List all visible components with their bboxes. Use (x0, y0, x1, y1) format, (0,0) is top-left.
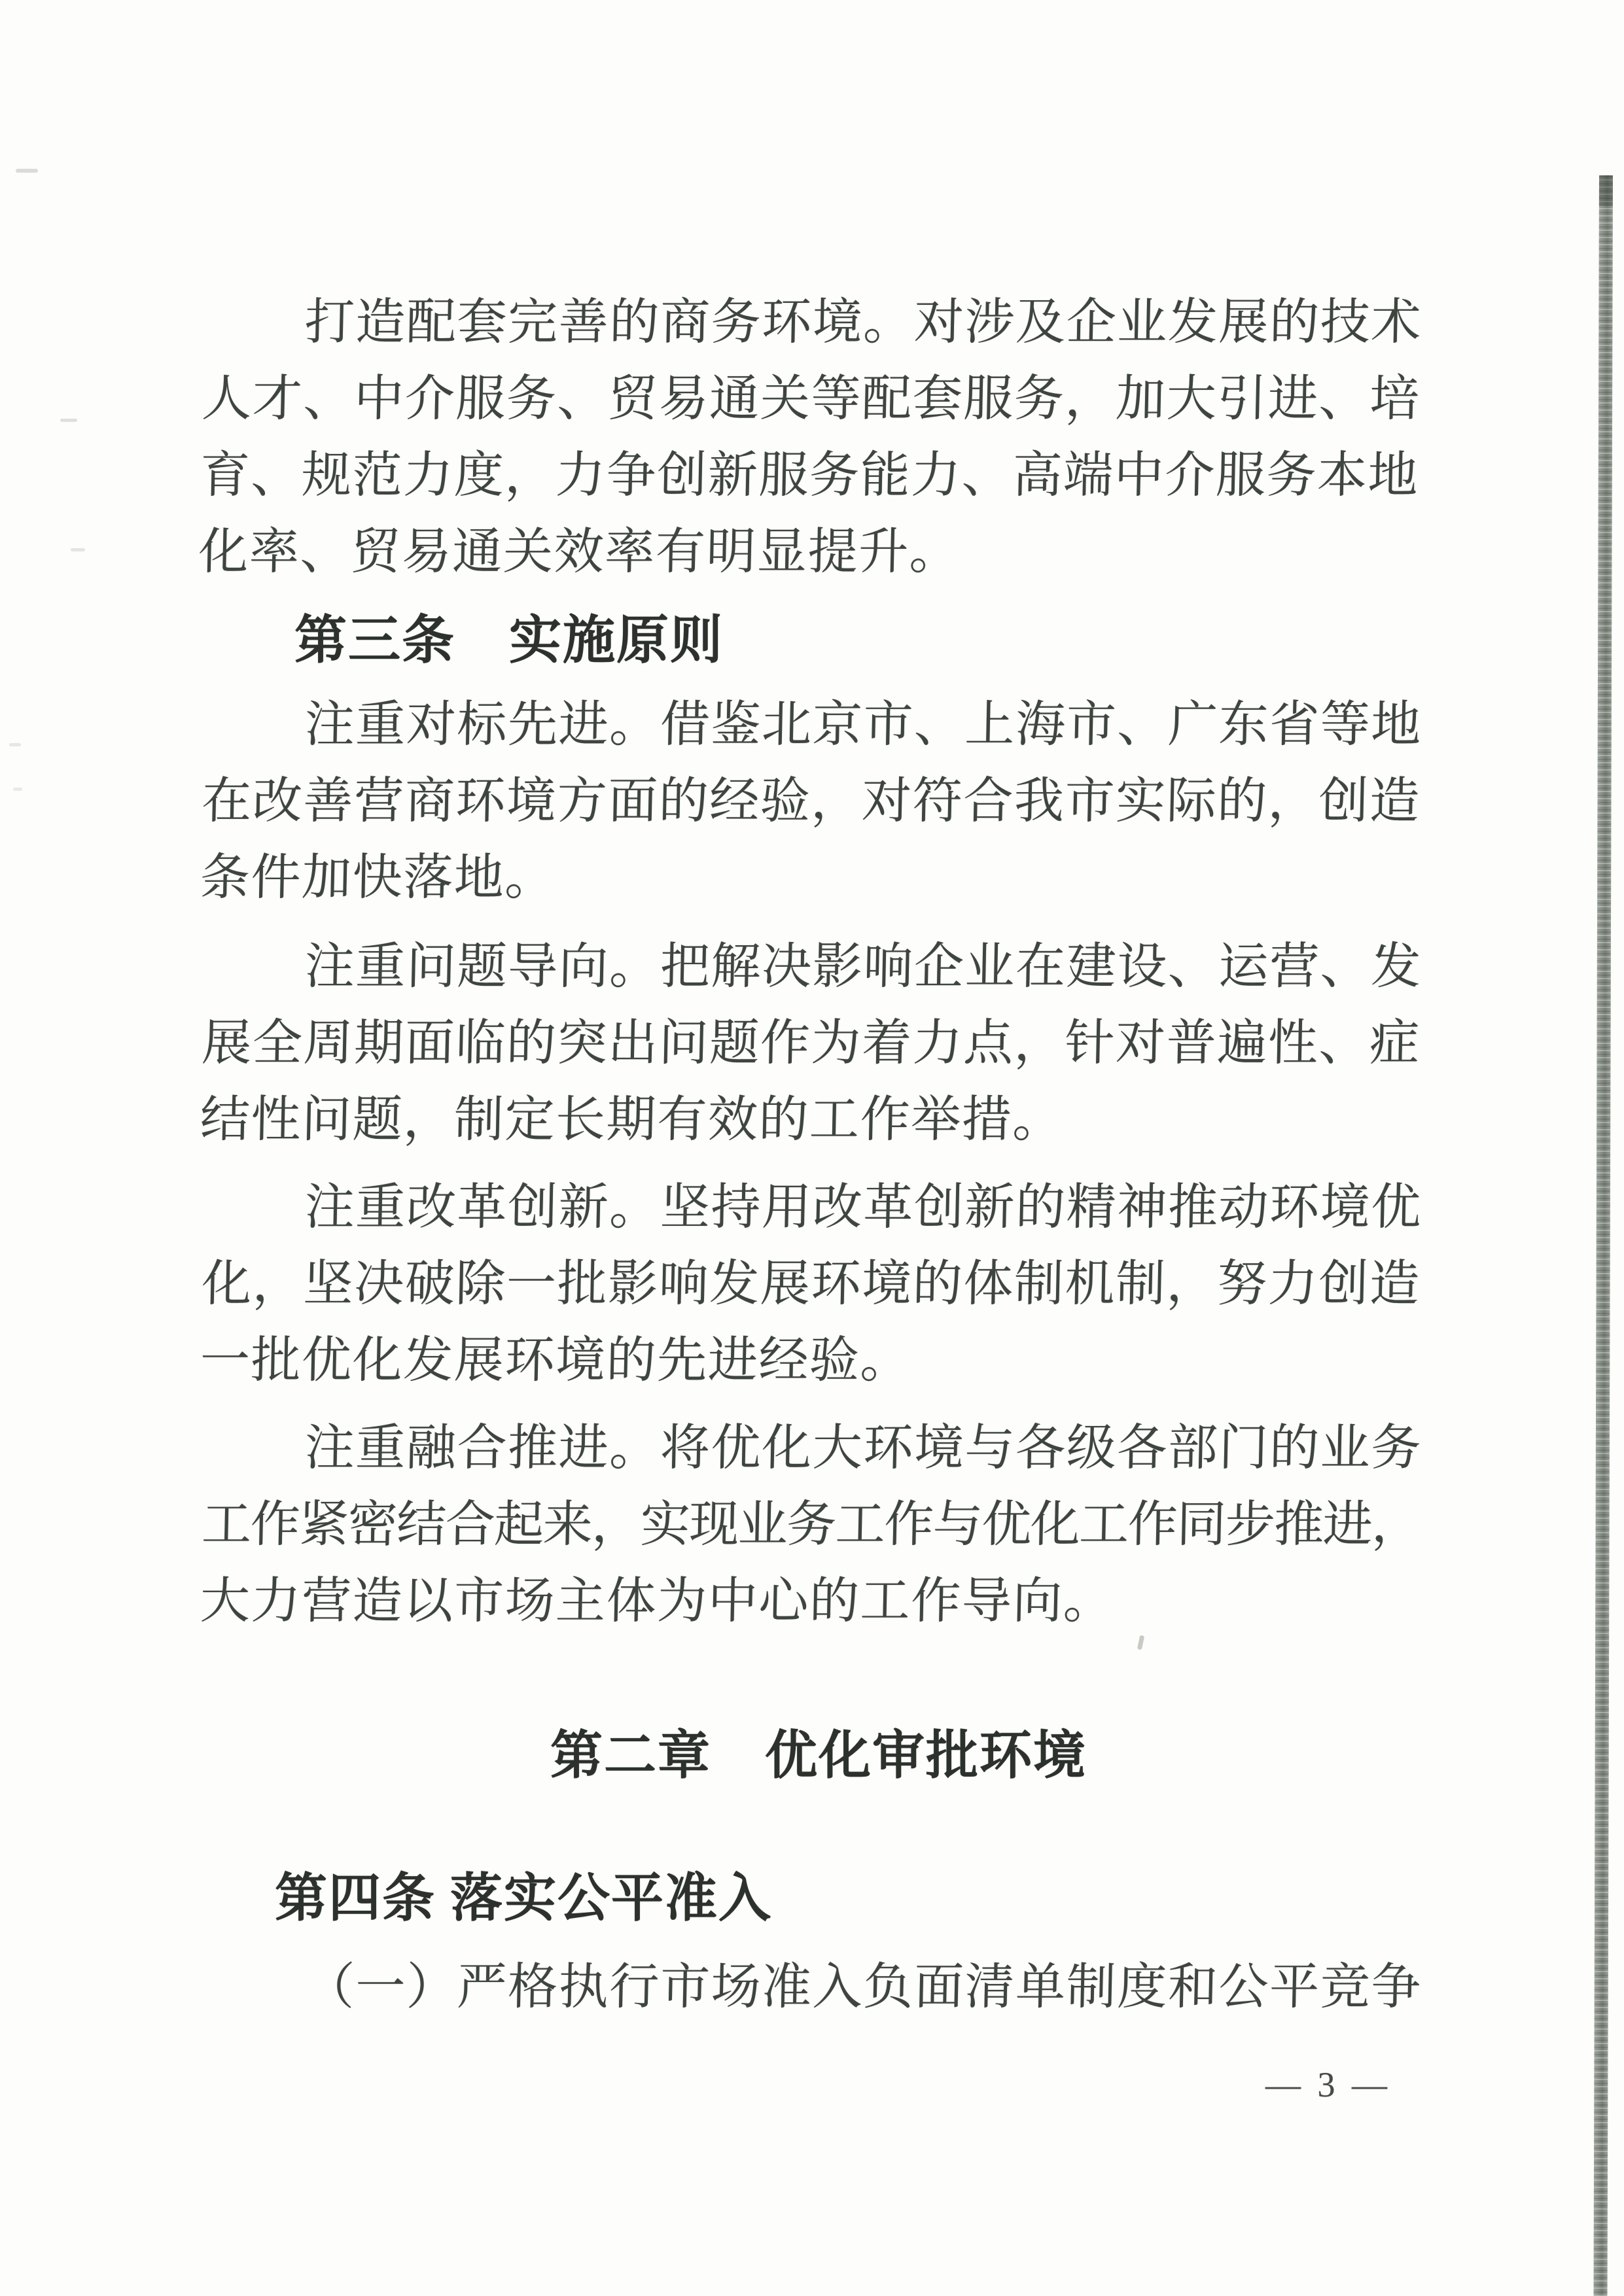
chapter-heading: 第二章 优化审批环境 (550, 1728, 1087, 1785)
body-paragraph (200, 929, 1433, 1158)
text-line: 注重改革创新。坚持用改革创新的精神推动环境优 (304, 1180, 1422, 1235)
text-line: （一）严格执行市场准入负面清单制度和公平竞争 (304, 1960, 1422, 2015)
article-heading: 第四条 落实公平准入 (275, 1870, 772, 1928)
text-line: 一批优化发展环境的先进经验。 (200, 1333, 912, 1388)
text-line: 打造配套完善的商务环境。对涉及企业发展的技术 (304, 295, 1422, 350)
body-paragraph (198, 285, 1433, 591)
body-paragraph (203, 1949, 1433, 2026)
text-line: 展全周期面临的突出问题作为着力点，针对普遍性、症 (201, 1016, 1421, 1071)
text-line: 工作紧密结合起来，实现业务工作与优化工作同步推进， (201, 1497, 1421, 1552)
text-line: 结性问题，制定长期有效的工作举措。 (200, 1092, 1064, 1147)
scan-speck (71, 548, 85, 551)
scan-speck (9, 743, 21, 746)
text-line: 化，坚决破除一批影响发展环境的体制机制，努力创造 (201, 1257, 1421, 1312)
text-line: 化率、贸易通关效率有明显提升。 (198, 525, 961, 580)
text-line: 在改善营商环境方面的经验，对符合我市实际的，创造 (201, 774, 1421, 829)
article-heading: 第三条 实施原则 (294, 612, 724, 670)
text-line: 育、规范力度，力争创新服务能力、高端中介服务本地 (200, 448, 1420, 503)
scan-speck (60, 419, 77, 422)
body-paragraph (200, 1170, 1433, 1399)
text-line: 注重融合推进。将优化大环境与各级各部门的业务 (304, 1421, 1422, 1476)
scan-speck (13, 788, 22, 791)
text-line: 条件加快落地。 (200, 850, 556, 905)
scan-edge-artifact (1594, 175, 1613, 2296)
text-line: 人才、中介服务、贸易通关等配套服务，加大引进、培 (201, 372, 1421, 426)
text-line: 注重对标先进。借鉴北京市、上海市、广东省等地 (304, 697, 1422, 752)
page-number: — 3 — (1265, 2065, 1391, 2104)
text-line: 注重问题导向。把解决影响企业在建设、运营、发 (304, 939, 1422, 994)
text-line: 大力营造以市场主体为中心的工作导向。 (200, 1574, 1115, 1629)
body-paragraph (200, 687, 1433, 916)
body-paragraph (200, 1410, 1433, 1640)
scan-speck (16, 169, 38, 173)
